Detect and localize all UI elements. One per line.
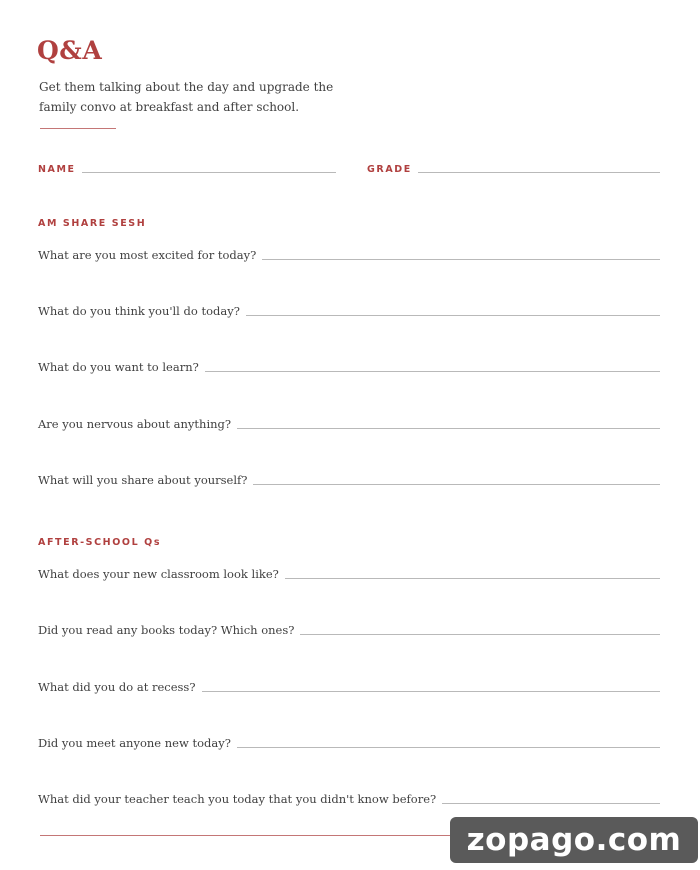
after-school-question-row	[38, 567, 660, 581]
page-title: Q&A	[37, 36, 103, 65]
after-school-question-row	[38, 736, 660, 750]
answer-line[interactable]	[237, 428, 660, 429]
intro-text: Get them talking about the day and upgrade the family convo at breakfast and after school.	[39, 80, 334, 114]
after-school-section-heading: AFTER-SCHOOL Qs	[38, 537, 162, 548]
am-question-row	[38, 304, 660, 318]
question-text: What do you want to learn?	[38, 360, 199, 374]
name-field	[38, 164, 336, 175]
grade-label: GRADE	[367, 164, 412, 175]
answer-line[interactable]	[262, 259, 660, 260]
am-question-row	[38, 417, 660, 431]
question-text: What do you think you'll do today?	[38, 304, 240, 318]
after-school-question-row	[38, 792, 660, 806]
answer-line[interactable]	[253, 484, 660, 485]
am-section-heading: AM SHARE SESH	[38, 218, 147, 229]
question-text: What did you do at recess?	[38, 680, 196, 694]
answer-line[interactable]	[202, 691, 661, 692]
name-label: NAME	[38, 164, 76, 175]
grade-answer-line[interactable]	[418, 172, 660, 173]
question-text: Are you nervous about anything?	[38, 417, 232, 431]
question-text: What does your new classroom look like?	[38, 567, 279, 581]
answer-line[interactable]	[237, 747, 660, 748]
answer-line[interactable]	[442, 803, 660, 804]
question-text: Did you meet anyone new today?	[38, 736, 231, 750]
question-text: Did you read any books today? Which ones?	[38, 623, 295, 637]
question-text: What are you most excited for today?	[38, 248, 257, 262]
title-divider	[40, 128, 116, 129]
answer-line[interactable]	[246, 315, 660, 316]
question-text: What will you share about yourself?	[38, 473, 248, 487]
answer-line[interactable]	[205, 371, 660, 372]
am-question-row	[38, 360, 660, 374]
answer-line[interactable]	[300, 634, 660, 635]
after-school-question-row	[38, 623, 660, 637]
question-text: What did your teacher teach you today that you didn't know before?	[38, 792, 437, 806]
am-question-row	[38, 473, 660, 487]
after-school-question-row	[38, 680, 660, 694]
am-question-row	[38, 248, 660, 262]
name-answer-line[interactable]	[82, 172, 336, 173]
watermark-badge: zopago.com	[450, 817, 698, 863]
grade-field	[367, 164, 660, 175]
answer-line[interactable]	[285, 578, 660, 579]
